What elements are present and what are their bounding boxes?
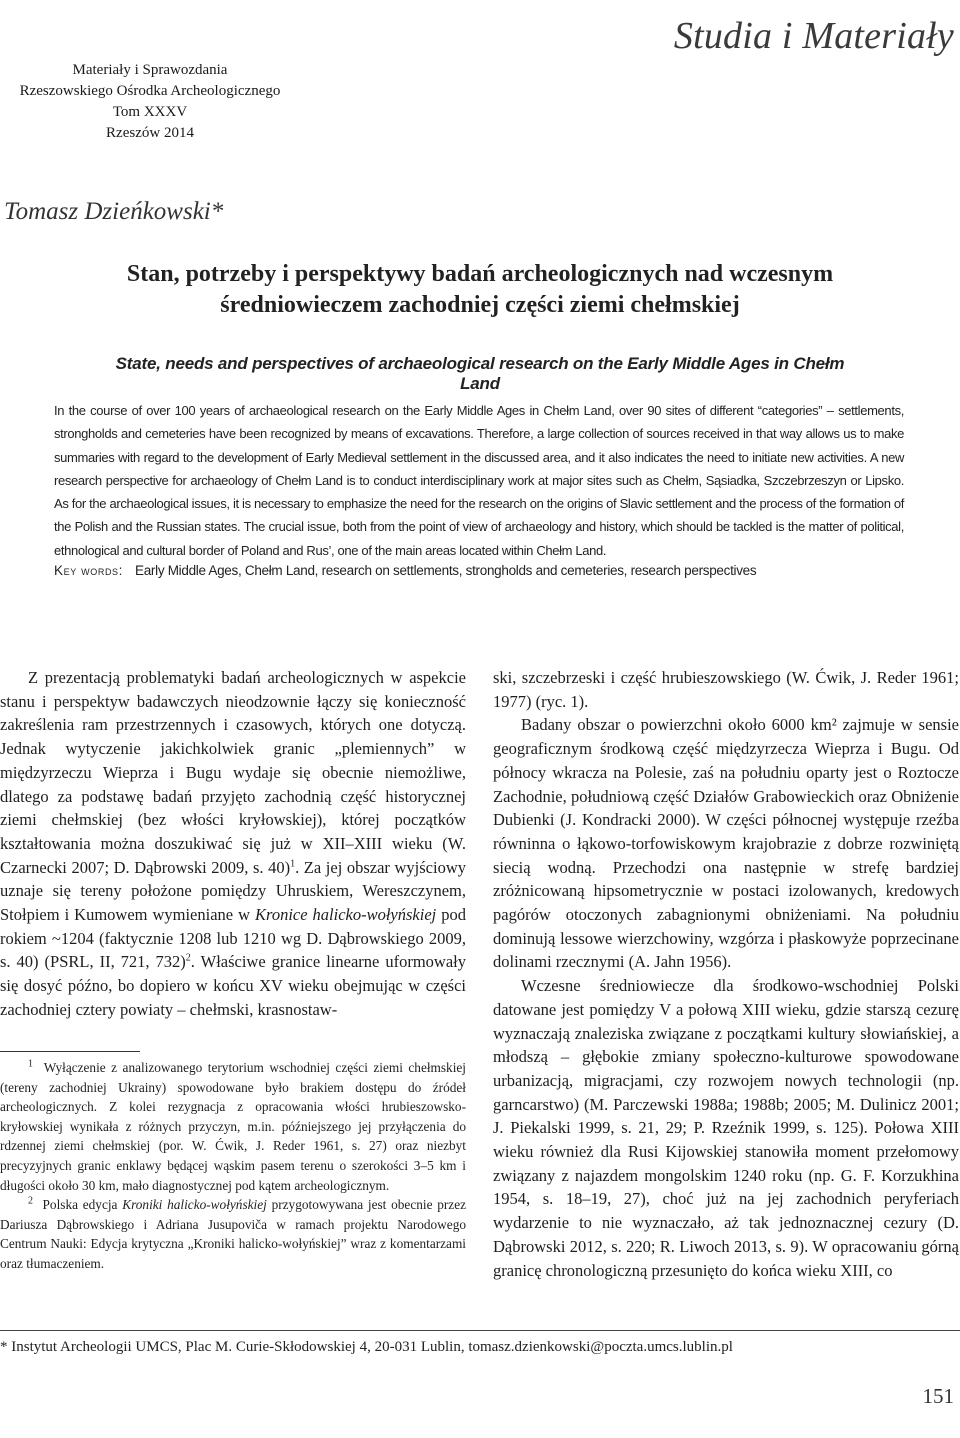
publication-line: Rzeszowskiego Ośrodka Archeologicznego: [19, 83, 281, 99]
body-paragraph: Wczesne średniowiecze dla środkowo-wschodniej Polski datowane jest pomiędzy V a połową XIII wieku, gdzie starszą cezurę wyznaczają znaleziska związane z początkami kultury słowiańskiej, a młodszą – głębokie zmiany społeczno-kulturowe spowodowane urbanizacją, migracjami, czy rozwojem nowych technologii (np. garncarstwo) (M. Parczewski 1988a; 1988b; 2005; M. Dulinicz 2001; J. Piekalski 1999, s. 21, 29; P. Rzeźnik 1999, s. 125). Połowa XIII wieku również dla Rusi Kijowskiej stanowiła moment przełomowy związany z najazdem mongolskim 1240 roku (np. G. F. Korzukhina 1954, s. 18–19, 27), choć już na jej zachodnich peryferiach wydarzenie to nie wyznaczało, aż tak jednoznacznej cezury (D. Dąbrowski 2012, s. 220; R. Liwoch 2013, s. 9). W opracowaniu górną granicę chronologiczną przesunięto do końca wieku XIII, co: [493, 976, 959, 1280]
text-run: Z prezentacją problematyki badań archeologicznych w aspekcie stanu i perspektyw badawczych nieodzownie łączy się konieczność zakreślenia ram przestrzennych i czasowych, których one dotyczą. Jednak wytyczenie jakichkolwiek granic „plemiennych” w międzyrzeczu Wieprza i Bugu wydaje się obecnie niemożliwe, dlatego za podstawę badań przyjęto zachodnią część historycznej ziemi chełmskiej (bez włości kryłowskiej), której początków kształtowania można doszukiwać się już w XII–XIII wieku (W. Czarnecki 2007; D. Dąbrowski 2009, s. 40): [0, 668, 466, 877]
title-line: średniowieczem zachodniej części ziemi chełmskiej: [220, 292, 740, 318]
footnote-ref: 1: [290, 858, 296, 870]
footnote-text: Wyłączenie z analizowanego terytorium wschodniej części ziemi chełmskiej (tereny zachodniej Ukrainy) spowodowane było brakiem dostępu do źródeł archeologicznych. Z kolei rezygnacja z opracowania włości hrubieszowsko-kryłowskiej wynikała z różnych przyczyn, m.in. późniejszego jej przyłączenia do rdzennej ziemi chełmskiej (por. W. Ćwik, J. Reder 1961, s. 27) oraz niezbyt precyzyjnych granic enklawy będącej wąskim pasem terenu o szerokości 3–5 km i długości około 30 km, mało diagnostycznej pod kątem archeologicznym.: [0, 1060, 466, 1193]
abstract: In the course of over 100 years of archaeological research on the Early Middle Ages in Chełm Land, over 90 sites of different “categories” – settlements, strongholds and cemeteries have been recognized by means of excavations. Therefore, a large collection of sources received in that way allows us to make summaries with regard to the development of Early Medieval settlement in the discussed area, and it also indicates the need to initiate new activities. A new research perspective for archaeology of Chełm Land is to conduct interdisciplinary work at major sites such as Chełm, Sąsiadka, Szczebrzeszyn or Lipsko. As for the archaeological issues, it is necessary to emphasize the need for the research on the origins of Slavic settlement and the process of the formation of the Polish and the Russian states. The crucial issue, both from the point of view of archaeology and history, which should be tackled is the matter of political, ethnological and cultural border of Poland and Rus’, one of the main areas located within Chełm Land.: [54, 403, 904, 558]
italic-title: Kroniki halicko-wołyńskiej: [122, 1197, 267, 1213]
footnote-1: [0, 1058, 466, 1195]
article-title-english: State, needs and perspectives of archaeological research on the Early Middle Ages in Chełm Land: [115, 354, 845, 393]
publication-info: [0, 60, 300, 144]
text-run: przygotowywana jest obecnie przez Dariusza Dąbrowskiego i Adriana Jusupoviča w ramach projektu Narodowego Centrum Nauki: Edycja krytyczna „Kroniki halicko-wołyńskiej” wraz z komentarzami oraz tłumaczeniem.: [0, 1197, 467, 1271]
publication-line: Rzeszów 2014: [106, 125, 194, 141]
body-paragraph: [0, 666, 466, 1022]
publication-line: Materiały i Sprawozdania: [72, 62, 228, 78]
footnote-2: [0, 1195, 466, 1273]
footnote-divider: [0, 1051, 140, 1052]
footnote-number: 2: [28, 1195, 33, 1207]
body-paragraph: Badany obszar o powierzchni około 6000 km² zajmuje w sensie geograficznym środkową część międzyrzecza Wieprza i Bugu. Od północy wkracza na Polesie, zaś na południu oparty jest o Roztocze Zachodnie, południową część Działów Grabowieckich oraz Obniżenie Dubienki (J. Kondracki 2000). W części północnej występuje rzeźba równinna o łąkowo-torfowiskowym krajobrazie z dobrze rozwiniętą siecią wodną. Przechodzi ona następnie w strefę bardziej zróżnicowaną hipsometrycznie w postaci izolowanych, kredowych pagórów otoczonych zabagnionymi obniżeniami. Na południu dominują lessowe wierzchowiny, wzgórza i płaskowyże poprzecinane dolinami rzecznymi (A. Jahn 1956).: [493, 715, 959, 972]
text-run: pod rokiem ~1204 (faktycznie 1208 lub 1210 wg D. Dąbrowskiego 2009, s. 40) (PSRL, II, 721, 732): [0, 905, 466, 972]
author-name: Tomasz Dzieńkowski*: [4, 198, 224, 225]
body-column-left: [0, 666, 466, 1022]
publication-line: Tom XXXV: [112, 104, 188, 120]
keywords: [54, 563, 904, 578]
body-column-right: [493, 666, 959, 1282]
keywords-label: Key words:: [54, 563, 124, 578]
journal-section-title: Studia i Materiały: [673, 15, 954, 57]
keywords-text: Early Middle Ages, Chełm Land, research on settlements, strongholds and cemeteries, research perspectives: [135, 563, 757, 578]
page-number: 151: [922, 1384, 954, 1408]
text-run: . Właściwe granice linearne uformowały się dosyć późno, bo dopiero w końcu XV wieku obejmując w części zachodniej cztery powiaty – chełmski, krasnostaw-: [0, 952, 466, 1019]
footnote-number: 1: [28, 1058, 33, 1070]
text-run: Polska edycja: [42, 1197, 123, 1213]
text-run: . Za jej obszar wyjściowy uznaje się tereny położone pomiędzy Uhruskiem, Wereszczynem, Stołpiem i Kumowem wymieniane w: [0, 857, 467, 925]
title-line: Stan, potrzeby i perspektywy badań archeologicznych nad wczesnym: [126, 261, 834, 287]
footnote-ref: 2: [185, 952, 191, 964]
footnotes: [0, 1058, 466, 1274]
article-title-polish: [100, 259, 860, 321]
body-paragraph: ski, szczebrzeski i część hrubieszowskiego (W. Ćwik, J. Reder 1961; 1977) (ryc. 1).: [493, 668, 959, 711]
italic-title: Kronice halicko-wołyńskiej: [255, 905, 437, 925]
author-affiliation: * Instytut Archeologii UMCS, Plac M. Curie-Skłodowskiej 4, 20-031 Lublin, tomasz.dzienkowski@poczta.umcs.lublin.pl: [0, 1339, 733, 1355]
affiliation-divider: [0, 1330, 960, 1331]
